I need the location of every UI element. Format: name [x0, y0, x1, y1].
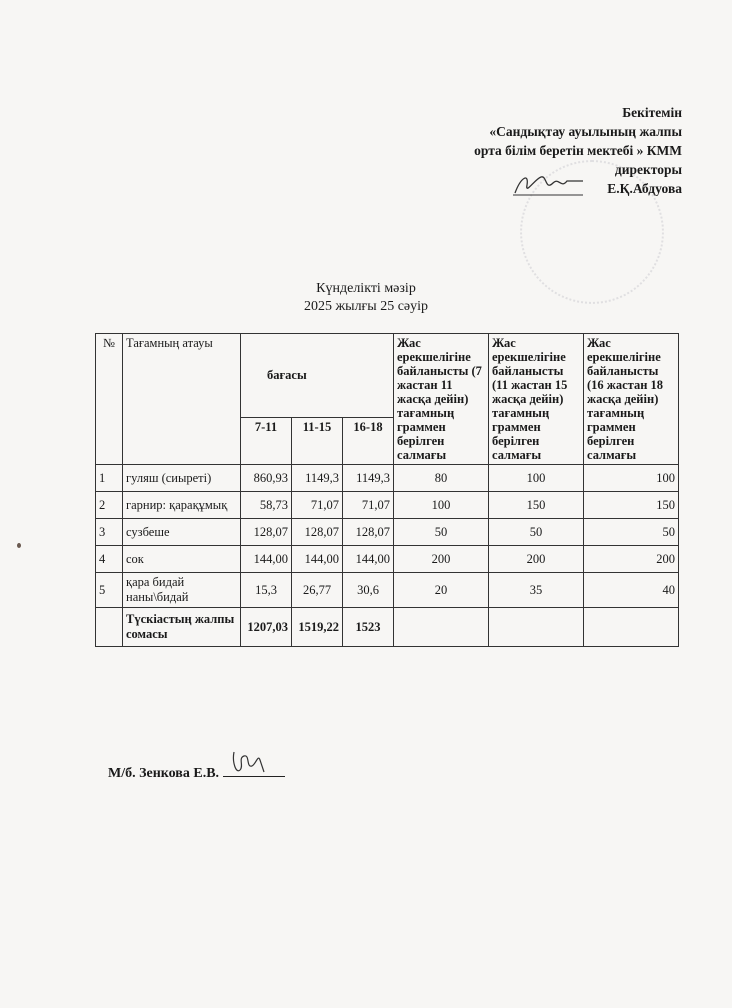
row-price-16-18: 1149,3 — [343, 465, 394, 492]
row-number: 5 — [96, 573, 123, 608]
header-age-11-15: 11-15 — [292, 417, 343, 464]
row-weight-7-11: 20 — [394, 573, 489, 608]
row-price-11-15: 128,07 — [292, 519, 343, 546]
director-name: Е.Қ.Абдуова — [607, 181, 682, 196]
table-row — [96, 519, 679, 546]
row-price-11-15: 26,77 — [292, 573, 343, 608]
total-price-7-11: 1207,03 — [241, 608, 292, 647]
header-age-7-11: 7-11 — [241, 417, 292, 464]
row-weight-16-18: 200 — [584, 546, 679, 573]
total-price-16-18: 1523 — [343, 608, 394, 647]
row-price-7-11: 860,93 — [241, 465, 292, 492]
row-price-16-18: 71,07 — [343, 492, 394, 519]
row-price-7-11: 144,00 — [241, 546, 292, 573]
row-weight-16-18: 100 — [584, 465, 679, 492]
nurse-name: М/б. Зенкова Е.В. — [108, 766, 220, 781]
approval-org-line2: орта білім беретін мектебі » КММ — [474, 143, 682, 158]
approval-position: директоры — [614, 162, 682, 177]
row-weight-7-11: 50 — [394, 519, 489, 546]
paper-speck — [17, 543, 21, 548]
row-number: 1 — [96, 465, 123, 492]
row-weight-11-15: 50 — [489, 519, 584, 546]
header-number: № — [96, 334, 123, 465]
row-dish: қара бидай наны\бидай — [123, 573, 241, 608]
row-price-16-18: 30,6 — [343, 573, 394, 608]
director-signature — [511, 169, 585, 199]
document-title — [0, 280, 732, 316]
row-number: 2 — [96, 492, 123, 519]
row-weight-16-18: 40 — [584, 573, 679, 608]
header-price: бағасы — [241, 334, 394, 418]
row-weight-11-15: 200 — [489, 546, 584, 573]
row-price-11-15: 144,00 — [292, 546, 343, 573]
row-weight-7-11: 200 — [394, 546, 489, 573]
row-price-11-15: 1149,3 — [292, 465, 343, 492]
row-dish: гарнир: қарақұмық — [123, 492, 241, 519]
row-weight-7-11: 100 — [394, 492, 489, 519]
row-number: 3 — [96, 519, 123, 546]
row-dish: сок — [123, 546, 241, 573]
row-price-11-15: 71,07 — [292, 492, 343, 519]
title-menu: Күнделікті мәзір — [316, 281, 416, 296]
header-weight-11-15: Жас ерекшелігіне байланысты (11 жастан 15 жасқа дейін) тағамның граммен берілген салмағы — [489, 334, 584, 465]
header-weight-16-18: Жас ерекшелігіне байланысты (16 жастан 18 жасқа дейін) тағамның граммен берілген салмағы — [584, 334, 679, 465]
row-weight-16-18: 150 — [584, 492, 679, 519]
row-price-16-18: 144,00 — [343, 546, 394, 573]
row-number: 4 — [96, 546, 123, 573]
total-row — [96, 608, 679, 647]
nurse-signature — [228, 748, 268, 780]
row-weight-11-15: 100 — [489, 465, 584, 492]
row-price-16-18: 128,07 — [343, 519, 394, 546]
row-dish: гуляш (сиыреті) — [123, 465, 241, 492]
title-date: 2025 жылғы 25 сәуір — [303, 299, 429, 314]
row-price-7-11: 15,3 — [241, 573, 292, 608]
nurse-signature-block — [108, 762, 285, 782]
row-price-7-11: 128,07 — [241, 519, 292, 546]
approval-block — [474, 103, 682, 198]
header-age-16-18: 16-18 — [343, 417, 394, 464]
header-dish-name: Тағамның атауы — [123, 334, 241, 465]
approval-org-line1: «Сандықтау ауылының жалпы — [489, 124, 682, 139]
table-row — [96, 492, 679, 519]
row-price-7-11: 58,73 — [241, 492, 292, 519]
signature-line — [223, 762, 285, 777]
row-weight-11-15: 150 — [489, 492, 584, 519]
total-price-11-15: 1519,22 — [292, 608, 343, 647]
row-weight-7-11: 80 — [394, 465, 489, 492]
director-signature-row — [607, 179, 682, 198]
row-weight-16-18: 50 — [584, 519, 679, 546]
approval-heading: Бекітемін — [622, 105, 682, 120]
row-dish: сузбеше — [123, 519, 241, 546]
total-label: Түскіастың жалпы сомасы — [123, 608, 241, 647]
table-row — [96, 546, 679, 573]
table-row — [96, 573, 679, 608]
header-weight-7-11: Жас ерекшелігіне байланысты (7 жастан 11 жасқа дейін) тағамның граммен берілген салмағы — [394, 334, 489, 465]
table-row — [96, 465, 679, 492]
row-weight-11-15: 35 — [489, 573, 584, 608]
menu-table — [95, 333, 679, 647]
